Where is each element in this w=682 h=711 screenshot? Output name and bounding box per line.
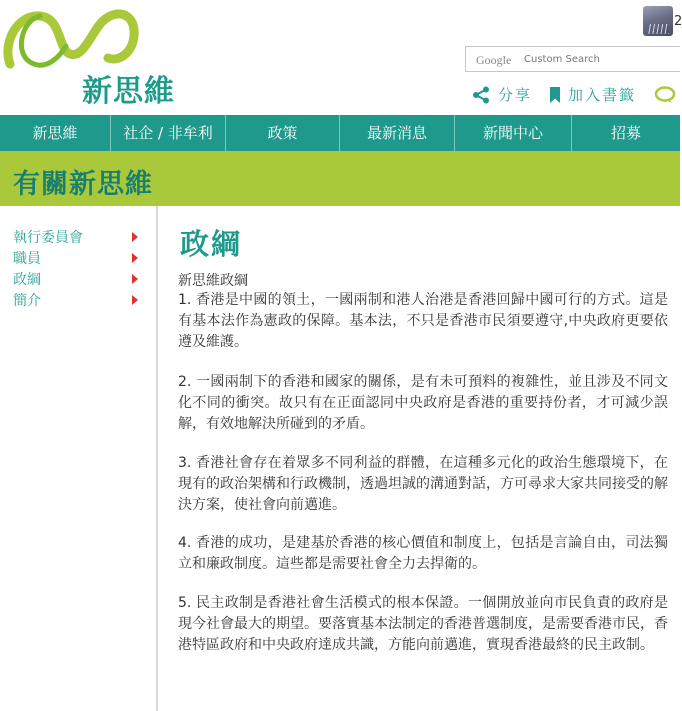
- sidebar-item-label: 政綱: [13, 272, 41, 288]
- arrow-right-icon: [132, 232, 138, 242]
- platform-paragraph: 2. 一國兩制下的香港和國家的關係，是有未可預料的複雜性，並且涉及不同文化不同的衝突。故只有在正面認同中央政府是香港的重要持份者，才可減少誤解，有效地解決所碰到的矛盾。: [178, 374, 668, 432]
- rain-cloud-icon: [643, 6, 673, 36]
- sidebar-item-label: 執行委員會: [13, 230, 83, 246]
- google-custom-search-input[interactable]: [465, 46, 680, 72]
- share-link[interactable]: 分享: [498, 86, 533, 104]
- site-header: [0, 0, 680, 115]
- page-title: 政綱: [180, 227, 243, 261]
- search-placeholder: Custom Search: [524, 54, 600, 65]
- section-title: 有關新思維: [13, 169, 153, 200]
- header-actions: [472, 84, 680, 106]
- logo-wordmark: 新思維: [82, 74, 175, 109]
- platform-paragraph: 3. 香港社會存在着眾多不同利益的群體，在這種多元化的政治生態環境下，在現有的政治架構和行政機制，透過坦誠的溝通對話，方可尋求大家共同接受的解決方案，使社會向前邁進。: [178, 455, 668, 513]
- arrow-right-icon: [132, 274, 138, 284]
- sidebar-item-intro[interactable]: [13, 290, 143, 310]
- sidebar-item-label: 簡介: [13, 293, 41, 309]
- sidebar-item-label: 職員: [13, 251, 41, 267]
- sidebar-item-staff[interactable]: [13, 248, 143, 268]
- page-subtitle: 新思維政綱: [178, 273, 248, 289]
- sidebar-item-committee[interactable]: [13, 227, 143, 247]
- nav-item-latest-news[interactable]: 最新消息: [340, 115, 455, 151]
- nav-item-recruitment[interactable]: 招募: [610, 124, 641, 142]
- bookmark-link[interactable]: 加入書籤: [568, 86, 637, 104]
- google-brand: Google: [476, 53, 512, 67]
- temperature-readout: 2: [674, 14, 682, 29]
- nav-item-press-centre[interactable]: 新聞中心: [455, 115, 572, 151]
- arrow-right-icon: [132, 253, 138, 263]
- sidebar: [0, 206, 158, 711]
- nav-item-policy[interactable]: 政策: [226, 115, 340, 151]
- arrow-right-icon: [132, 295, 138, 305]
- share-icon: [472, 86, 490, 104]
- main-nav: [0, 115, 680, 151]
- platform-paragraph: 4. 香港的成功，是建基於香港的核心價值和制度上，包括是言論自由，司法獨立和廉政制度。這些都是需要社會全力去捍衛的。: [178, 535, 668, 572]
- chat-icon[interactable]: [654, 86, 676, 104]
- nav-item-home[interactable]: 新思維: [0, 115, 111, 151]
- nav-item-social-enterprise[interactable]: 社企 / 非牟利: [111, 115, 226, 151]
- platform-paragraph: 1. 香港是中國的領土，一國兩制和港人治港是香港回歸中國可行的方式。這是有基本法作為憲政的保障。基本法，不只是香港市民須要遵守,中央政府更要依遵及維護。: [178, 292, 668, 350]
- platform-paragraph: 5. 民主政制是香港社會生活模式的根本保證。一個開放並向市民負責的政府是現今社會最大的期望。要落實基本法制定的香港普選制度，是需要香港市民，香港特區政府和中央政府達成共識，方能向前邁進，實現香港最終的民主政制。: [178, 595, 668, 653]
- sidebar-item-platform[interactable]: [13, 269, 143, 289]
- bookmark-icon: [546, 86, 564, 104]
- section-banner: [0, 151, 680, 206]
